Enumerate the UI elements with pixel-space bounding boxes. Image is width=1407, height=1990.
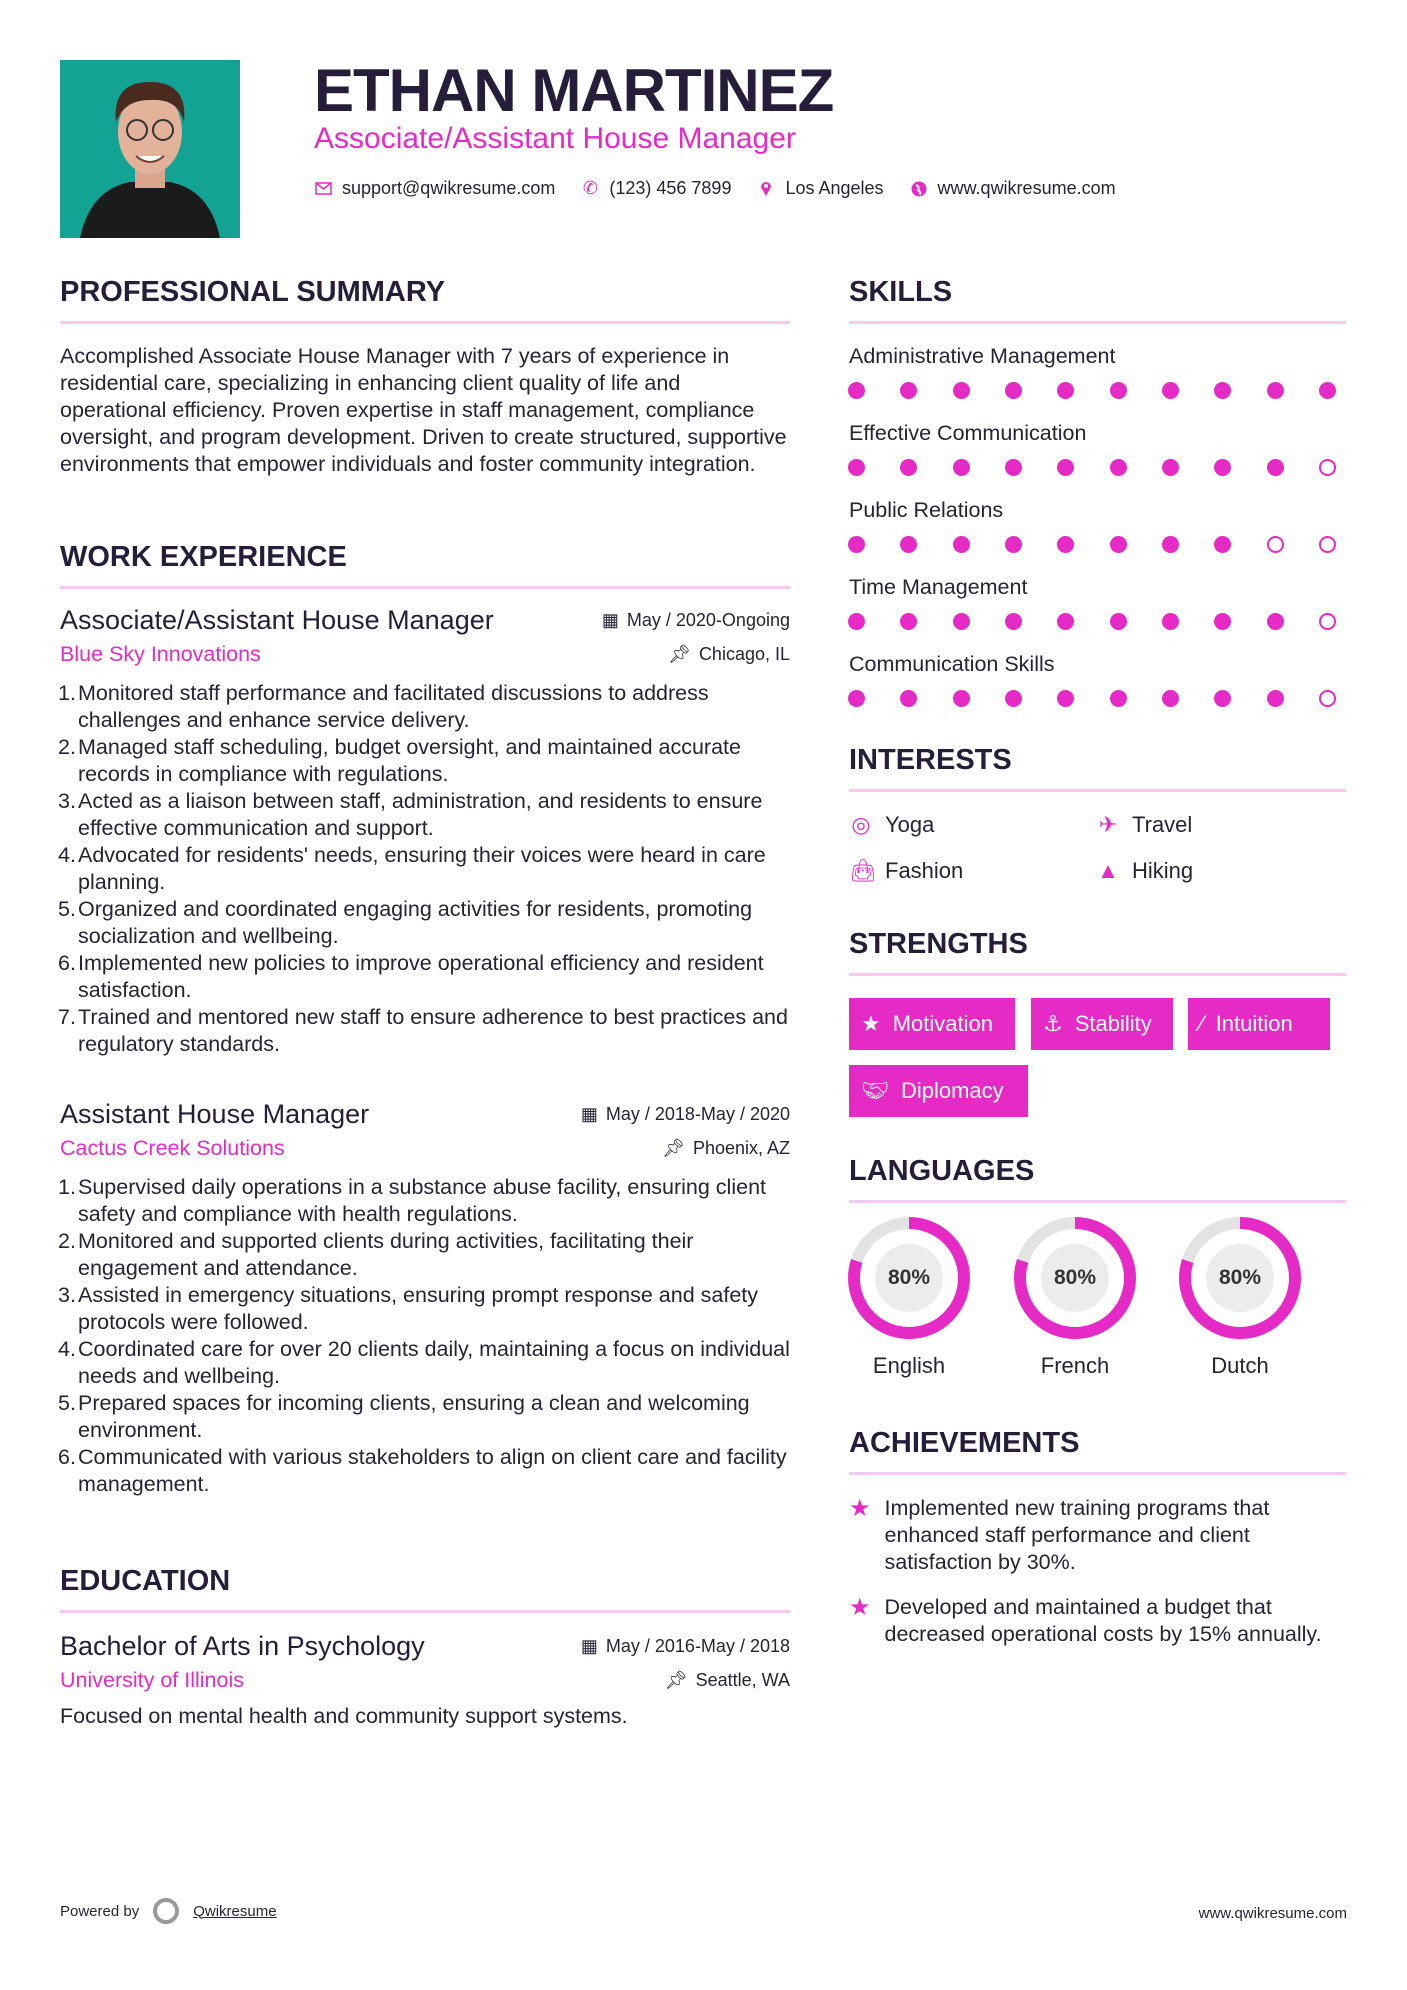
rating-dot — [953, 459, 970, 476]
footer-brand — [60, 1898, 277, 1924]
star-icon: ★ — [861, 1011, 881, 1036]
skill-rating — [848, 536, 1336, 553]
rating-dot — [1057, 690, 1074, 707]
rating-dot — [1214, 382, 1231, 399]
edu-location: Seattle, WA — [695, 1670, 790, 1690]
list-number: 4. — [58, 1337, 76, 1361]
divider — [60, 321, 790, 324]
powered-by-text: Powered by — [60, 1902, 140, 1920]
list-number: 1. — [58, 1175, 76, 1199]
list-number: 1. — [58, 681, 76, 705]
school: University of Illinois — [60, 1668, 244, 1692]
list-number: 3. — [58, 1283, 76, 1307]
rating-dot — [1005, 613, 1022, 630]
list-item-text: Advocated for residents' needs, ensuring their voices were heard in care planning. — [78, 843, 766, 894]
strength-diplomacy — [849, 1065, 1028, 1117]
rating-dot — [1162, 459, 1179, 476]
rating-dot — [1162, 690, 1179, 707]
rating-dot — [848, 536, 865, 553]
rating-dot — [953, 690, 970, 707]
section-heading: LANGUAGES — [849, 1155, 1035, 1187]
job-location: Phoenix, AZ — [692, 1138, 790, 1158]
list-item — [60, 734, 790, 788]
pin-icon: 📌︎ — [668, 644, 691, 664]
rating-dot — [953, 613, 970, 630]
shooting-star-icon: ★ — [849, 1495, 871, 1522]
tree-icon: ▲ — [1097, 858, 1119, 883]
language-progress-ring — [848, 1217, 970, 1339]
list-number: 4. — [58, 843, 76, 867]
language-name: French — [1040, 1353, 1110, 1378]
languages-section — [849, 1155, 1346, 1203]
interest-hiking — [1096, 858, 1346, 884]
achievement-item — [849, 1495, 1346, 1576]
skill-name: Time Management — [849, 575, 1028, 599]
rating-dot — [1267, 613, 1284, 630]
skill-item — [849, 421, 1346, 476]
rating-dot — [1057, 536, 1074, 553]
skills-section — [849, 276, 1346, 707]
anchor-icon: ⚓︎ — [1043, 1011, 1063, 1036]
rating-dot — [900, 382, 917, 399]
list-item-text: Communicated with various stakeholders to align on client care and facility management. — [78, 1445, 787, 1496]
globe-icon — [910, 180, 928, 198]
contact-location: Los Angeles — [785, 178, 884, 198]
list-item — [60, 1228, 790, 1282]
envelope-icon — [314, 180, 332, 198]
list-item — [60, 1174, 790, 1228]
skill-name: Administrative Management — [849, 344, 1116, 368]
list-item — [60, 1004, 790, 1058]
rating-dot — [848, 690, 865, 707]
list-number: 5. — [58, 1391, 76, 1415]
list-item — [60, 1444, 790, 1498]
skill-item — [849, 498, 1346, 553]
footer-url[interactable]: www.qwikresume.com — [1198, 1905, 1347, 1922]
rating-dot — [848, 382, 865, 399]
contact-website[interactable]: www.qwikresume.com — [937, 178, 1116, 198]
job-title: Assistant House Manager — [60, 1099, 370, 1129]
list-item — [60, 1336, 790, 1390]
degree: Bachelor of Arts in Psychology — [60, 1631, 425, 1661]
strength-label: Motivation — [892, 1011, 994, 1036]
interest-yoga — [849, 812, 1096, 838]
list-item — [60, 1282, 790, 1336]
skill-item — [849, 344, 1346, 399]
rating-dot — [1005, 382, 1022, 399]
list-item-text: Coordinated care for over 20 clients daily, maintaining a focus on individual needs and wellbeing. — [78, 1337, 790, 1388]
job-date: May / 2020-Ongoing — [626, 610, 790, 630]
list-number: 2. — [58, 1229, 76, 1253]
skill-name: Public Relations — [849, 498, 1004, 522]
language-name: Dutch — [1211, 1353, 1269, 1378]
shooting-star-icon: ★ — [849, 1594, 871, 1621]
summary-text: Accomplished Associate House Manager with 7 years of experience in residential care, specializing in enhancing client quality of life and operational efficiency. Proven expertise in staff management, compliance oversight, and program development. Driven to create structured, supportive environments that empower individuals and foster community integration. — [60, 344, 787, 476]
divider — [849, 321, 1346, 324]
interest-label: Travel — [1132, 812, 1193, 837]
pin-icon: 📌︎ — [664, 1670, 688, 1690]
strength-intuition — [1188, 998, 1330, 1050]
profile-photo — [60, 60, 240, 238]
section-heading: WORK EXPERIENCE — [60, 541, 347, 573]
company-name: Blue Sky Innovations — [60, 642, 261, 666]
responsibilities-list — [60, 680, 790, 1058]
rating-dot — [1267, 690, 1284, 707]
achievement-item — [849, 1594, 1346, 1648]
rating-dot — [900, 459, 917, 476]
rating-dot — [1267, 536, 1284, 553]
list-item-text: Prepared spaces for incoming clients, ensuring a clean and welcoming environment. — [78, 1391, 750, 1442]
candidate-title: Associate/Assistant House Manager — [314, 122, 796, 155]
rating-dot — [1214, 459, 1231, 476]
strength-stability — [1031, 998, 1173, 1050]
job-title: Associate/Assistant House Manager — [60, 605, 494, 635]
education-section — [60, 1565, 790, 1730]
list-number: 3. — [58, 789, 76, 813]
contact-phone: (123) 456 7899 — [609, 178, 732, 198]
job-date: May / 2018-May / 2020 — [605, 1104, 790, 1124]
interest-label: Fashion — [885, 858, 964, 883]
interest-label: Yoga — [885, 812, 935, 837]
rating-dot — [1267, 382, 1284, 399]
divider — [849, 1200, 1346, 1203]
interest-label: Hiking — [1132, 858, 1194, 883]
section-heading: ACHIEVEMENTS — [849, 1427, 1080, 1459]
rating-dot — [1110, 382, 1127, 399]
map-pin-icon — [757, 180, 775, 198]
responsibilities-list — [60, 1174, 790, 1498]
work-section — [60, 541, 790, 589]
skill-rating — [848, 613, 1336, 630]
divider — [849, 789, 1346, 792]
magic-wand-icon: ⁄ — [1200, 1011, 1204, 1036]
language-percent: 80% — [1041, 1244, 1109, 1312]
rating-dot — [1214, 536, 1231, 553]
interests-section — [849, 744, 1346, 884]
job-entry — [60, 605, 790, 1058]
summary-section — [60, 276, 790, 478]
rating-dot — [1214, 613, 1231, 630]
rating-dot — [1319, 613, 1336, 630]
rating-dot — [1162, 536, 1179, 553]
list-item — [60, 950, 790, 1004]
list-item-text: Monitored staff performance and facilitated discussions to address challenges and enhance service delivery. — [78, 681, 709, 732]
rating-dot — [1005, 690, 1022, 707]
section-heading: PROFESSIONAL SUMMARY — [60, 276, 446, 308]
list-item — [60, 680, 790, 734]
section-heading: INTERESTS — [849, 744, 1012, 776]
strength-motivation — [849, 998, 1015, 1050]
skill-item — [849, 652, 1346, 707]
interest-fashion — [849, 858, 1096, 884]
rating-dot — [1110, 613, 1127, 630]
list-item — [60, 1390, 790, 1444]
job-location: Chicago, IL — [698, 644, 790, 664]
shopping-bag-icon: 👜︎ — [849, 858, 877, 883]
plane-icon: ✈ — [1098, 812, 1118, 837]
edu-date: May / 2016-May / 2018 — [605, 1636, 790, 1656]
divider — [60, 586, 790, 589]
calendar-icon: ▦ — [601, 610, 619, 630]
contact-bar — [314, 178, 1132, 199]
list-number: 7. — [58, 1005, 76, 1029]
language-name: English — [872, 1353, 946, 1378]
list-item-text: Assisted in emergency situations, ensuring prompt response and safety protocols were followed. — [78, 1283, 759, 1334]
list-number: 2. — [58, 735, 76, 759]
list-item — [60, 788, 790, 842]
list-item-text: Managed staff scheduling, budget oversight, and maintained accurate records in compliance with regulations. — [78, 735, 741, 786]
rating-dot — [1005, 536, 1022, 553]
list-number: 5. — [58, 897, 76, 921]
rating-dot — [1110, 536, 1127, 553]
strengths-section — [849, 928, 1346, 976]
rating-dot — [1319, 459, 1336, 476]
skill-rating — [848, 382, 1336, 399]
rating-dot — [1110, 459, 1127, 476]
edu-description: Focused on mental health and community support systems. — [60, 1704, 628, 1728]
divider — [60, 1610, 790, 1613]
handshake-icon: 🤝︎ — [861, 1078, 889, 1103]
list-item-text: Monitored and supported clients during activities, facilitating their engagement and attendance. — [78, 1229, 694, 1280]
section-heading: STRENGTHS — [849, 928, 1028, 960]
interest-travel — [1096, 812, 1346, 838]
language-percent: 80% — [1206, 1244, 1274, 1312]
rating-dot — [1319, 536, 1336, 553]
rating-dot — [1267, 459, 1284, 476]
rating-dot — [1005, 459, 1022, 476]
divider — [849, 1472, 1346, 1475]
strength-label: Stability — [1074, 1011, 1152, 1036]
list-number: 6. — [58, 1445, 76, 1469]
strength-label: Intuition — [1215, 1011, 1293, 1036]
rating-dot — [900, 536, 917, 553]
lifebuoy-icon: ◎ — [851, 812, 871, 837]
rating-dot — [848, 613, 865, 630]
rating-dot — [848, 459, 865, 476]
rating-dot — [1319, 382, 1336, 399]
calendar-icon: ▦ — [580, 1104, 598, 1124]
rating-dot — [1162, 613, 1179, 630]
rating-dot — [1057, 459, 1074, 476]
list-item-text: Trained and mentored new staff to ensure adherence to best practices and regulatory standards. — [78, 1005, 788, 1056]
rating-dot — [1319, 690, 1336, 707]
section-heading: EDUCATION — [60, 1565, 231, 1597]
language-percent: 80% — [875, 1244, 943, 1312]
divider — [849, 973, 1346, 976]
brand-link[interactable]: Qwikresume — [193, 1902, 277, 1920]
list-item-text: Organized and coordinated engaging activities for residents, promoting socialization and wellbeing. — [78, 897, 753, 948]
list-item-text: Implemented new policies to improve operational efficiency and resident satisfaction. — [78, 951, 764, 1002]
achievements-section — [849, 1427, 1346, 1648]
rating-dot — [1057, 613, 1074, 630]
rating-dot — [953, 382, 970, 399]
phone-icon: ✆ — [582, 178, 598, 198]
rating-dot — [1214, 690, 1231, 707]
company-name: Cactus Creek Solutions — [60, 1136, 285, 1160]
skill-name: Effective Communication — [849, 421, 1087, 445]
skill-rating — [848, 459, 1336, 476]
list-item-text: Supervised daily operations in a substance abuse facility, ensuring client safety and compliance with health regulations. — [78, 1175, 766, 1226]
qwikresume-logo-icon — [153, 1898, 179, 1924]
contact-email[interactable]: support@qwikresume.com — [342, 178, 556, 198]
skill-item — [849, 575, 1346, 630]
section-heading: SKILLS — [849, 276, 953, 308]
skill-name: Communication Skills — [849, 652, 1055, 676]
pin-icon: 📌︎ — [662, 1138, 685, 1158]
list-item — [60, 896, 790, 950]
language-progress-ring — [1014, 1217, 1136, 1339]
list-item-text: Acted as a liaison between staff, administration, and residents to ensure effective communication and support. — [78, 789, 763, 840]
candidate-name: ETHAN MARTINEZ — [314, 57, 834, 124]
skill-rating — [848, 690, 1336, 707]
job-entry — [60, 1099, 790, 1498]
rating-dot — [953, 536, 970, 553]
language-progress-ring — [1179, 1217, 1301, 1339]
strength-label: Diplomacy — [900, 1078, 1004, 1103]
list-item — [60, 842, 790, 896]
achievement-text: Developed and maintained a budget that decreased operational costs by 15% annually. — [884, 1595, 1322, 1646]
calendar-icon: ▦ — [580, 1636, 598, 1656]
rating-dot — [1110, 690, 1127, 707]
rating-dot — [1162, 382, 1179, 399]
achievement-text: Implemented new training programs that enhanced staff performance and client satisfaction by 30%. — [884, 1496, 1270, 1574]
list-number: 6. — [58, 951, 76, 975]
rating-dot — [900, 613, 917, 630]
rating-dot — [1057, 382, 1074, 399]
rating-dot — [900, 690, 917, 707]
